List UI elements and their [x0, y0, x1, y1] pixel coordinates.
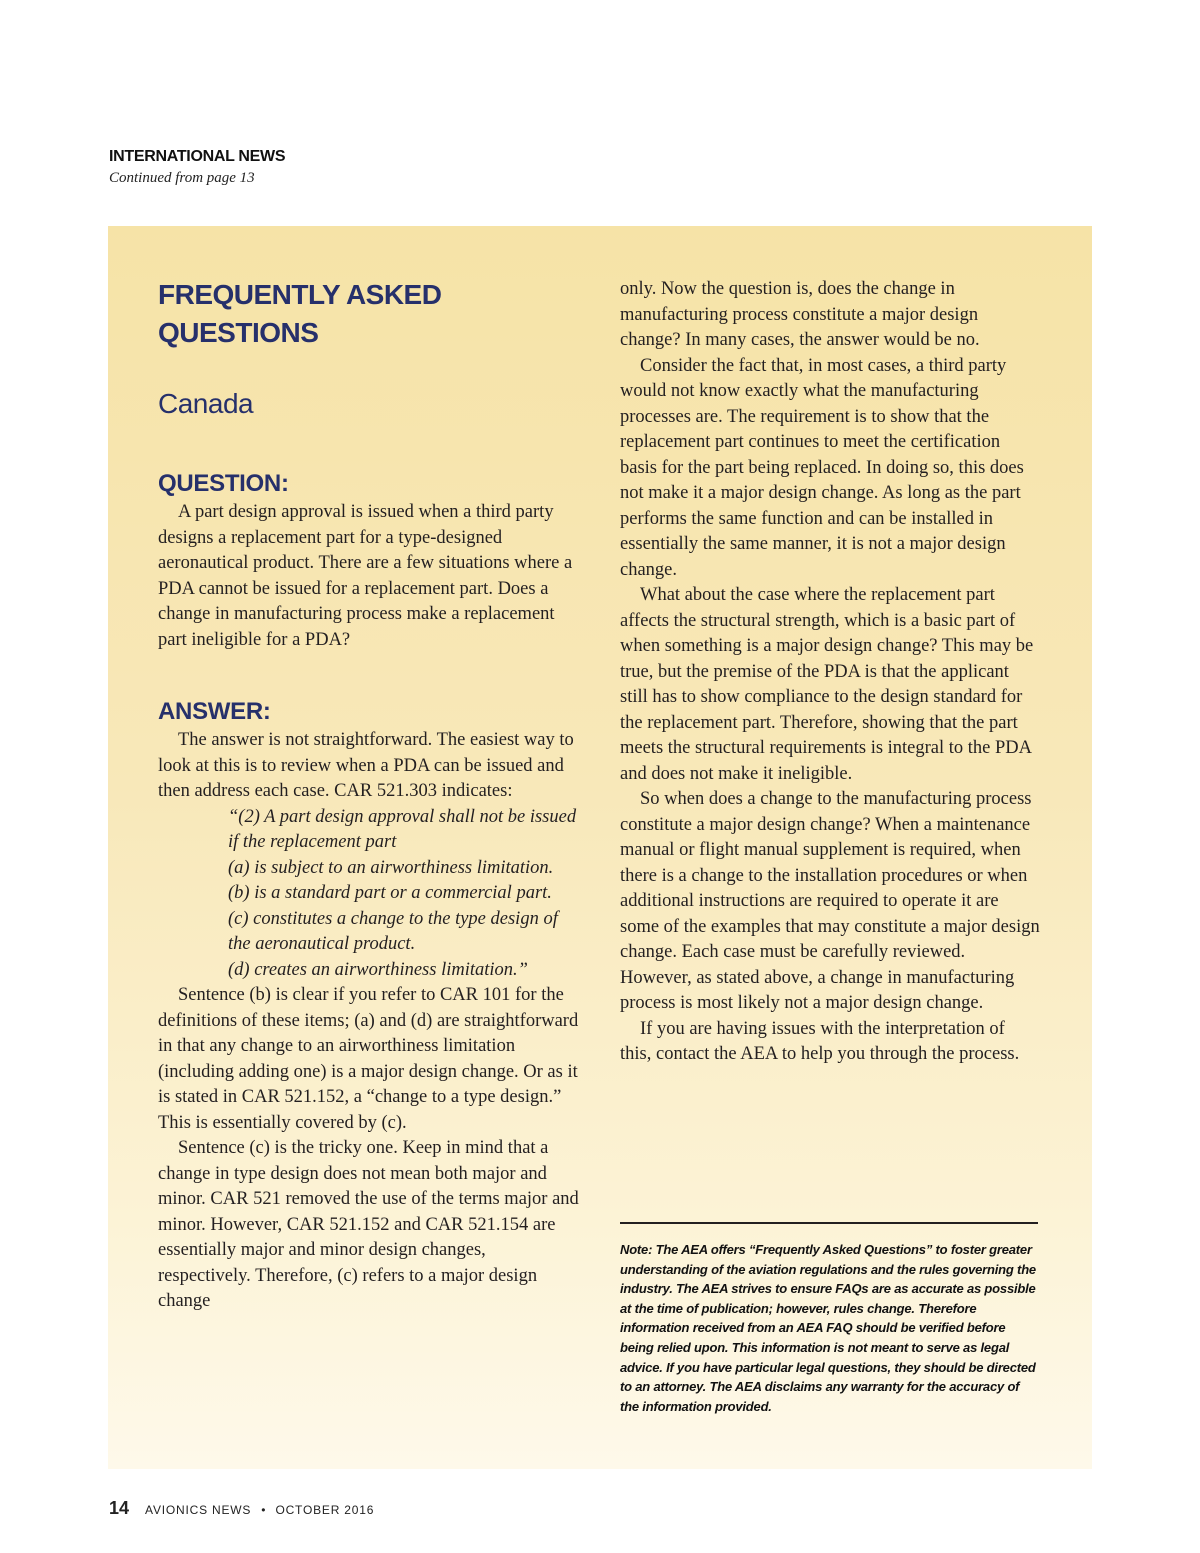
faq-title [158, 276, 558, 352]
page-footer [109, 1498, 374, 1519]
body-paragraph: only. Now the question is, does the change in manufacturing process constitute a major design change? In many cases, the answer would be no. [620, 279, 980, 350]
issue-date: OCTOBER 2016 [275, 1503, 375, 1517]
body-paragraph: If you are having issues with the interpretation of this, contact the AEA to help you through the process. [620, 1018, 1020, 1064]
regulation-quote [158, 805, 580, 984]
note-divider [620, 1222, 1038, 1224]
answer-heading: ANSWER: [158, 698, 271, 725]
quote-line: “(2) A part design approval shall not be issued if the replacement part [228, 806, 577, 852]
answer-intro: The answer is not straightforward. The easiest way to look at this is to review when a PDA can be issued and then address each case. CAR 521.303 indicates: [158, 730, 574, 801]
question-heading: QUESTION: [158, 470, 289, 497]
question-body [158, 500, 580, 653]
quote-line: (d) creates an airworthiness limitation.” [228, 959, 528, 980]
section-label: INTERNATIONAL NEWS [109, 148, 286, 165]
quote-line: (c) constitutes a change to the type design of the aeronautical product. [228, 908, 558, 954]
country-heading: Canada [158, 388, 254, 419]
bullet-separator: • [261, 1503, 266, 1517]
faq-panel [108, 226, 1092, 1469]
publication-name: AVIONICS NEWS [145, 1503, 252, 1517]
right-column-body [620, 277, 1040, 1068]
disclaimer-note: Note: The AEA offers “Frequently Asked Questions” to foster greater understanding of the aviation regulations and the rules governing the industry. The AEA strives to ensure FAQs are as accurate as possible at the time of publication; however, rules change. Therefore information received from an AEA FAQ should be verified before being relied upon. This information is not meant to serve as legal advice. If you have particular legal questions, they should be directed to an attorney. The AEA disclaims any warranty for the accuracy of the information provided. [620, 1242, 1036, 1414]
quote-line: (a) is subject to an airworthiness limitation. [228, 857, 554, 878]
quote-line: (b) is a standard part or a commercial part. [228, 883, 552, 903]
answer-body [158, 728, 580, 1315]
continued-note: Continued from page 13 [109, 170, 255, 186]
body-paragraph: Sentence (c) is the tricky one. Keep in mind that a change in type design does not mean both major and minor. CAR 521 removed the use of the terms major and minor. However, CAR 521.152 and CAR 521.154 are essentially major and minor design changes, respectively. Therefore, (c) refers to a major design change [158, 1138, 579, 1311]
body-paragraph: Sentence (b) is clear if you refer to CAR 101 for the definitions of these items; (a) and (d) are straightforward in that any change to an airworthiness limitation (including adding one) is a major design change. Or as it is stated in CAR 521.152, a “change to a type design.” This is essentially covered by (c). [158, 985, 579, 1133]
faq-title-line1: FREQUENTLY ASKED [158, 279, 442, 310]
page-number: 14 [109, 1498, 130, 1518]
body-paragraph: What about the case where the replacement part affects the structural strength, which is a basic part of when something is a major design change? This may be true, but the premise of the PDA is that the applicant still has to show compliance to the design standard for the replacement part. Therefore, showing that the part meets the structural requirements is integral to the PDA and does not make it ineligible. [620, 585, 1034, 784]
body-paragraph: Consider the fact that, in most cases, a third party would not know exactly what the manufacturing processes are. The requirement is to show that the replacement part continues to meet the certification basis for the part being replaced. In doing so, this does not make it a major design change. As long as the part performs the same function and can be installed in essentially the same manner, it is not a major design change. [620, 355, 1024, 580]
faq-title-line2: QUESTIONS [158, 317, 319, 348]
question-text: A part design approval is issued when a third party designs a replacement part for a type-designed aeronautical product. There are a few situations where a PDA cannot be issued for a replacement part. Does a change in manufacturing process make a replacement part ineligible for a PDA? [158, 502, 573, 650]
body-paragraph: So when does a change to the manufacturing process constitute a major design change? When a maintenance manual or flight manual supplement is required, when there is a change to the installation procedures or when additional instructions are required to operate it are some of the examples that may constitute a major design change. Each case must be carefully reviewed. However, as stated above, a change in manufacturing process is most likely not a major design change. [620, 789, 1040, 1013]
